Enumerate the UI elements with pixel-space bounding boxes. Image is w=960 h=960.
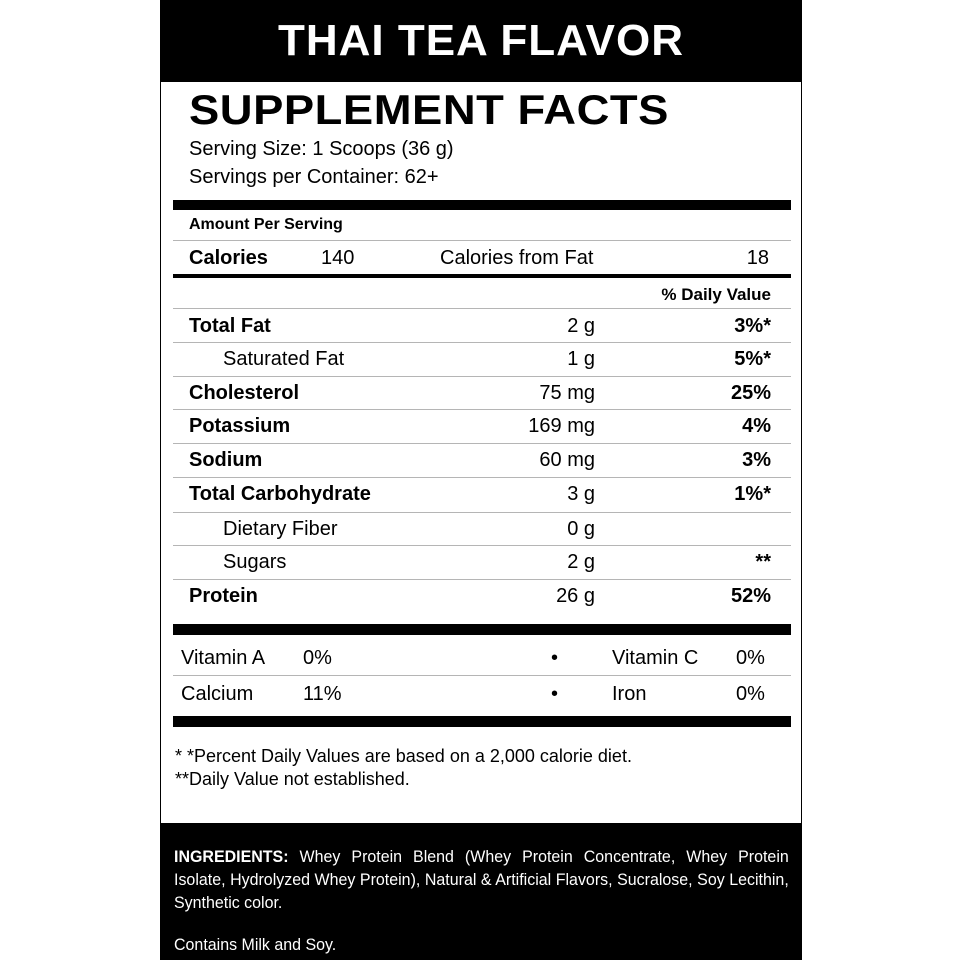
panel-title: SUPPLEMENT FACTS — [189, 86, 669, 133]
nutrient-amount: 3 g — [567, 483, 595, 505]
ingredients-list: Whey Protein Blend (Whey Protein Concentrate, Whey Protein Isolate, Hydrolyzed Whey Protein), Natural & Artificial Flavors, Sucralose, Soy Lecithin, Synthetic color. — [174, 847, 789, 912]
thick-divider-vitamins-top — [173, 624, 791, 635]
footnote-daily-values: * *Percent Daily Values are based on a 2,000 calorie diet. — [175, 746, 632, 766]
flavor-banner: THAI TEA FLAVOR — [161, 0, 801, 82]
nutrient-name: Dietary Fiber — [223, 518, 338, 540]
calories-from-fat-label: Calories from Fat — [440, 247, 594, 269]
nutrient-amount: 169 mg — [528, 415, 595, 437]
bullet: • — [551, 647, 559, 669]
vitamin-a-value: 0% — [303, 647, 332, 669]
thick-divider-top — [173, 200, 791, 210]
nutrient-row — [173, 546, 791, 579]
nutrient-name: Sodium — [189, 449, 263, 471]
nutrient-daily-value: 4% — [742, 415, 771, 437]
divider — [173, 240, 791, 241]
calories-label: Calories — [189, 247, 268, 269]
nutrient-row — [173, 310, 791, 343]
nutrient-daily-value: 25% — [730, 382, 771, 404]
bullet: • — [551, 683, 559, 705]
nutrient-amount: 2 g — [567, 315, 595, 337]
supplement-facts-panel — [160, 0, 802, 960]
daily-value-header: % Daily Value — [661, 285, 771, 304]
allergen-statement: Contains Milk and Soy. — [174, 935, 337, 954]
nutrient-row — [173, 444, 791, 477]
iron-value: 0% — [736, 683, 765, 705]
calcium-value: 11% — [303, 683, 342, 705]
medium-divider — [173, 274, 791, 278]
nutrient-amount: 26 g — [556, 585, 595, 607]
nutrient-row — [173, 410, 791, 443]
vitamin-c-value: 0% — [736, 647, 765, 669]
nutrient-row — [173, 377, 791, 410]
nutrient-daily-value: 3% — [742, 449, 771, 471]
nutrient-daily-value: 5%* — [734, 348, 771, 370]
nutrient-amount: 75 mg — [539, 382, 595, 404]
iron-label: Iron — [612, 683, 647, 705]
nutrient-name: Protein — [189, 585, 258, 607]
nutrient-amount: 60 mg — [539, 449, 595, 471]
divider — [173, 675, 791, 676]
footnote-not-established: **Daily Value not established. — [175, 769, 410, 789]
amount-per-serving-label: Amount Per Serving — [189, 216, 343, 233]
nutrient-name: Sugars — [223, 551, 287, 573]
nutrient-row — [173, 478, 791, 511]
vitamin-a-label: Vitamin A — [181, 647, 266, 669]
nutrient-name: Total Carbohydrate — [189, 483, 371, 505]
nutrient-name: Potassium — [189, 415, 291, 437]
nutrient-name: Total Fat — [189, 315, 271, 337]
nutrient-daily-value: ** — [755, 551, 771, 573]
serving-size: Serving Size: 1 Scoops (36 g) — [189, 138, 454, 160]
nutrient-daily-value: 3%* — [734, 315, 771, 337]
calcium-label: Calcium — [181, 683, 254, 705]
nutrient-daily-value: 1%* — [734, 483, 771, 505]
thick-divider-vitamins-bottom — [173, 716, 791, 727]
calories-from-fat-value: 18 — [746, 247, 769, 269]
nutrient-row — [173, 343, 791, 376]
nutrient-amount: 2 g — [567, 551, 595, 573]
divider — [173, 308, 791, 309]
nutrient-row — [173, 513, 791, 546]
ingredients-section — [161, 823, 801, 960]
nutrient-amount: 0 g — [567, 518, 595, 540]
calories-value: 140 — [321, 247, 355, 269]
ingredients-label: INGREDIENTS: — [174, 847, 289, 866]
ingredients-text — [174, 845, 789, 914]
vitamin-c-label: Vitamin C — [612, 647, 699, 669]
nutrient-name: Saturated Fat — [223, 348, 345, 370]
servings-per-container: Servings per Container: 62+ — [189, 166, 439, 188]
nutrient-amount: 1 g — [567, 348, 595, 370]
nutrient-name: Cholesterol — [189, 382, 300, 404]
calories-row — [173, 242, 791, 275]
nutrient-daily-value: 52% — [730, 585, 771, 607]
nutrient-row — [173, 580, 791, 613]
